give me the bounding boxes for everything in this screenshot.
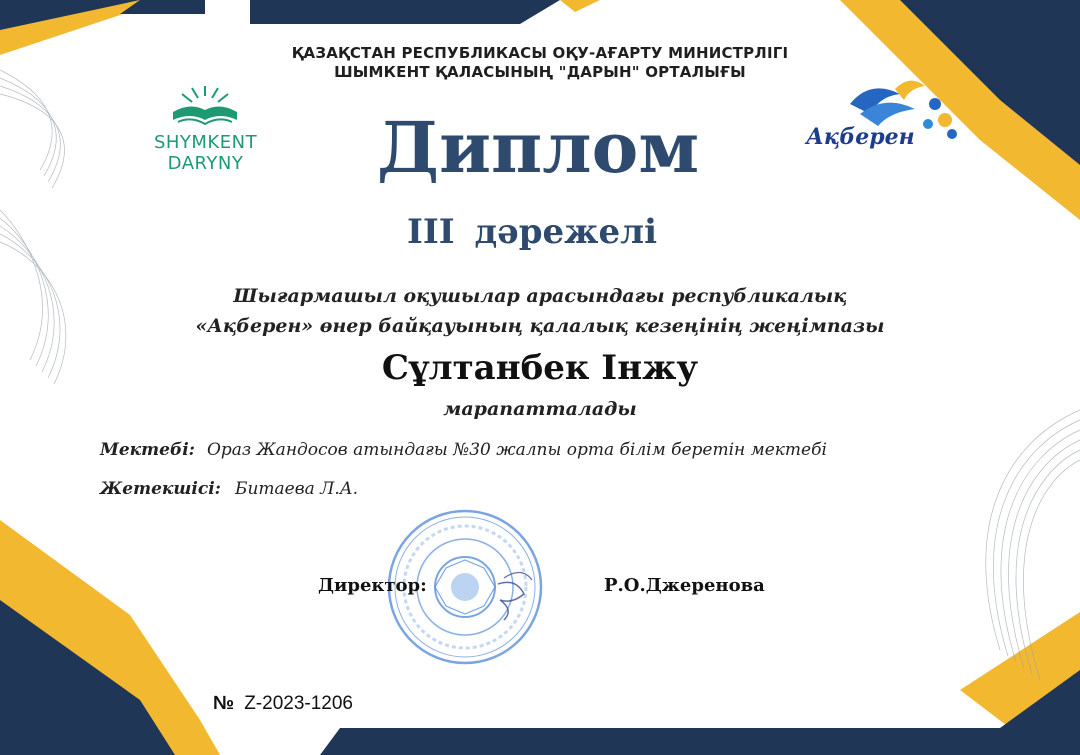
ministry-line-1: ҚАЗАҚСТАН РЕСПУБЛИКАСЫ ОҚУ-АҒАРТУ МИНИСТРЛІГІ (291, 44, 789, 62)
ministry-line-2: ШЫМКЕНТ ҚАЛАСЫНЫҢ "ДАРЫН" ОРТАЛЫҒЫ (334, 63, 746, 81)
description-line-1: Шығармашыл оқушылар арасындағы республикалық (233, 285, 847, 307)
diploma-title: Диплом (376, 106, 700, 189)
diploma-degree: III дәрежелі (406, 212, 658, 252)
director-name: Р.О.Джеренова (604, 575, 765, 596)
logo-left-text: SHYMKENT DARYNY (153, 132, 258, 174)
awarded-text: марапатталады (443, 398, 637, 420)
director-label: Директор: (318, 575, 427, 596)
supervisor-value: Битаева Л.А. (234, 479, 359, 499)
supervisor-label: Жетекшісі: (100, 479, 221, 499)
certificate-number (213, 693, 353, 715)
number-symbol: № (213, 693, 235, 714)
recipient-name: Сұлтанбек Інжу (381, 348, 699, 388)
supervisor-row (100, 479, 358, 499)
ministry-header (0, 44, 1080, 82)
award-description (0, 281, 1080, 341)
school-row (100, 440, 827, 460)
svg-text:Ақберен: Ақберен (806, 124, 915, 150)
school-label: Мектебі: (100, 440, 195, 460)
description-line-2: «Ақберен» өнер байқауының қалалық кезеңінің жеңімпазы (195, 315, 885, 337)
school-value: Ораз Жандосов атындағы №30 жалпы орта білім беретін мектебі (206, 440, 827, 460)
number-value: Z-2023-1206 (244, 693, 353, 714)
